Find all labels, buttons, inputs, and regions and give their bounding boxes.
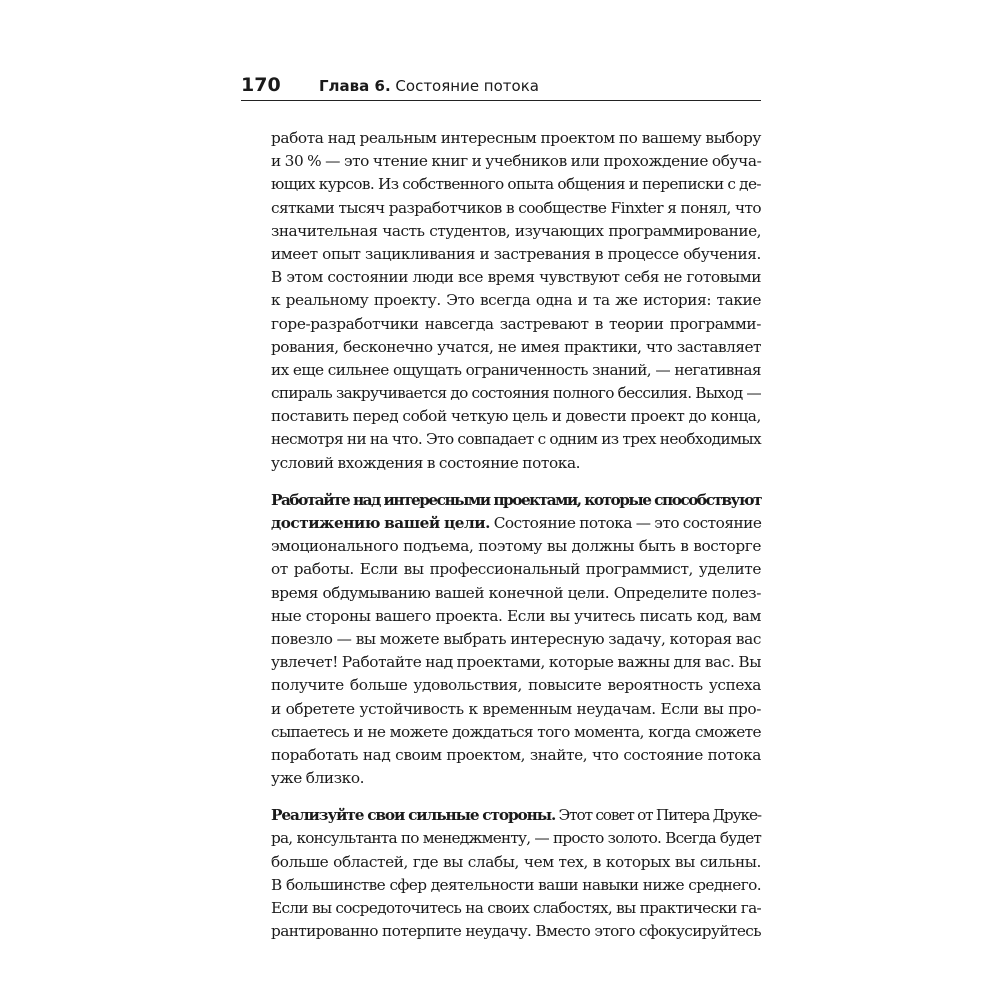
header-rule <box>241 100 761 101</box>
text-line: значительная часть студентов, изучающих программирование, <box>271 221 761 240</box>
chapter-title: Состояние потока <box>395 77 539 95</box>
text-line <box>271 512 761 535</box>
paragraph-lead: Реализуйте свои сильные стороны. <box>271 806 556 825</box>
text-line: от работы. Если вы профессиональный программист, уделите <box>271 560 761 579</box>
text-line: больше областей, где вы слабы, чем тех, в которых вы сильны. <box>271 852 761 871</box>
page-number: 170 <box>241 74 281 96</box>
text-line: уже близко. <box>271 769 365 788</box>
text-segment: Состояние потока — это состояние <box>489 514 762 532</box>
text-line: горе-разработчики навсегда застревают в теории программи- <box>271 314 761 333</box>
paragraph-lead: Работайте над интересными проектами, которые способствуют <box>271 490 761 509</box>
body-text <box>271 127 761 943</box>
text-line: сыпаетесь и не можете дождаться того момента, когда сможете <box>271 722 761 741</box>
chapter-label: Глава 6. <box>319 77 391 95</box>
text-line: Если вы сосредоточитесь на своих слабостях, вы практически га- <box>271 899 761 917</box>
text-line: В большинстве сфер деятельности ваши навыки ниже среднего. <box>271 875 761 894</box>
text-line: и 30 % — это чтение книг и учебников или прохождение обуча- <box>271 152 762 171</box>
paragraph-3 <box>271 804 761 943</box>
text-line: эмоционального подъема, поэтому вы должны быть в восторге <box>271 537 761 556</box>
text-line: их еще сильнее ощущать ограниченность знаний, — негативная <box>271 360 761 379</box>
paragraph-1 <box>271 127 761 475</box>
text-line: увлечет! Работайте над проектами, которые важны для вас. Вы <box>271 653 761 672</box>
paragraph-lead: достижению вашей цели. <box>271 514 490 532</box>
text-line: рантированно потерпите неудачу. Вместо этого сфокусируйтесь <box>271 922 761 941</box>
text-line: получите больше удовольствия, повысите вероятность успеха <box>271 676 761 695</box>
text-line: ные стороны вашего проекта. Если вы учитесь писать код, вам <box>271 606 761 625</box>
running-header <box>241 72 761 100</box>
text-line: к реальному проекту. Это всегда одна и та же история: такие <box>271 291 761 310</box>
text-line: поставить перед собой четкую цель и довести проект до конца, <box>271 407 761 426</box>
text-line: повезло — вы можете выбрать интересную задачу, которая вас <box>271 629 761 648</box>
text-line: несмотря ни на что. Это совпадает с одним из трех необходимых <box>271 430 761 449</box>
text-line: В этом состоянии люди все время чувствуют себя не готовыми <box>271 268 761 287</box>
text-line: условий вхождения в состояние потока. <box>271 453 581 472</box>
text-line <box>271 804 761 827</box>
text-line: имеет опыт зацикливания и застревания в процессе обучения. <box>271 244 761 263</box>
text-line: ра, консультанта по менеджменту, — просто золото. Всегда будет <box>271 829 761 848</box>
text-line: сятками тысяч разработчиков в сообществе Finxter я понял, что <box>271 198 761 217</box>
text-line: работа над реальным интересным проектом по вашему выбору <box>271 129 761 147</box>
text-line: время обдумыванию вашей конечной цели. Определите полез- <box>271 583 761 602</box>
text-line: спираль закручивается до состояния полного бессилия. Выход — <box>271 384 761 403</box>
paragraph-gap <box>271 790 761 804</box>
paragraph-gap <box>271 475 761 489</box>
text-line: ющих курсов. Из собственного опыта общения и переписки с де- <box>271 175 761 194</box>
text-line: рования, бесконечно учатся, не имея практики, что заставляет <box>271 337 761 356</box>
paragraph-2 <box>271 489 761 790</box>
text-segment: Этот совет от Питера Друке- <box>555 806 761 825</box>
text-line: и обретете устойчивость к временным неудачам. Если вы про- <box>271 699 761 718</box>
running-head <box>319 73 539 99</box>
text-line: поработать над своим проектом, знайте, что состояние потока <box>271 745 761 764</box>
